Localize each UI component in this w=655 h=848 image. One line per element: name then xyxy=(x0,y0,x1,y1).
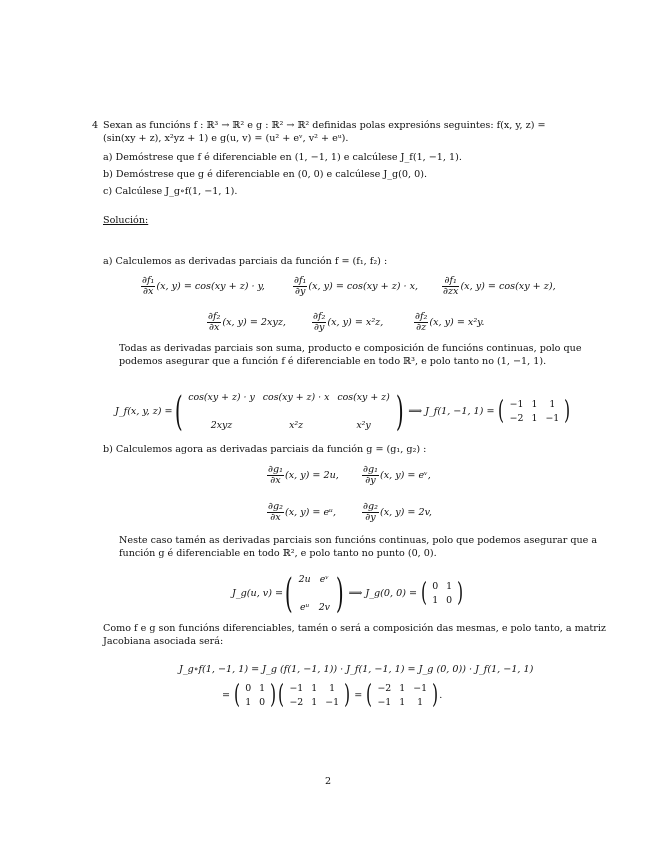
part-a-paragraph-2: podemos asegurar que a función f é diferenciable en todo ℝ³, e polo tanto no (1, −1, 1). xyxy=(119,356,547,367)
partial-g2-y: $\frac{\text{∂g₂}}{\partial y}$ (x, y) = 2v, xyxy=(363,501,432,524)
part-c-paragraph-1: Como f e g son funcións diferenciables, tamén o será a composición das mesmas, e polo tanto, a matriz xyxy=(103,623,606,634)
solution-heading: Solución: xyxy=(103,215,149,226)
part-b-paragraph-1: Neste caso tamén as derivadas parciais son funcións continuas, polo que podemos asegurar que a xyxy=(119,535,598,546)
part-a-intro: a) Calculemos as derivadas parciais da función f = (f₁, f₂) : xyxy=(103,256,388,267)
jacobian-g-matrix: 2u eᵛ eᵘ 2v xyxy=(298,573,330,613)
jacobian-f-equation xyxy=(115,388,571,436)
problem-line-2: (sin(xy + z), x²yz + 1) e g(u, v) = (u² + eᵛ, v² + eᵘ). xyxy=(103,133,349,144)
matrix-result: −2 1 −1 −1 1 1 xyxy=(377,682,428,708)
partial-g1-x: $\frac{\text{∂g₁}}{\partial x}$ (x, y) = 2u, xyxy=(268,464,339,487)
problem-part-c: c) Calcúlese J_g∘f(1, −1, 1). xyxy=(103,186,238,197)
jacobian-f-matrix: cos(xy + z) · y cos(xy + z) · x cos(xy + z) 2xyz x²z x²y xyxy=(188,391,390,431)
part-b-paragraph-2: función g é diferenciable en todo ℝ², e polo tanto no punto (0, 0). xyxy=(119,548,437,559)
matrix-jg: 0 1 1 0 xyxy=(245,682,266,708)
right-paren: ) xyxy=(457,578,464,609)
partial-g1-y: $\frac{\text{∂g₁}}{\partial y}$ (x, y) = eᵛ, xyxy=(363,464,431,487)
jacobian-g-lhs: J_g(u, v) = xyxy=(232,587,284,599)
left-paren: ( xyxy=(174,389,183,435)
jacobian-g-value-matrix: 0 1 1 0 xyxy=(432,580,453,606)
partial-f1-x: $\frac{\text{∂f₁}}{\partial x}$ (x, y) = cos(xy + z) · y, xyxy=(142,275,265,298)
partial-f2-x: $\frac{\text{∂f₂}}{\partial x}$ (x, y) = 2xyz, xyxy=(208,311,286,334)
jacobian-g-equation xyxy=(232,570,464,618)
partial-f2-z: $\frac{\text{∂f₂}}{\partial z}$ (x, y) = x²y. xyxy=(415,311,485,334)
composition-equation-line-1: J_g∘f(1, −1, 1) = J_g (f(1, −1, 1)) · J_f(1, −1, 1) = J_g (0, 0)) · J_f(1, −1, 1) xyxy=(179,664,534,675)
partial-f2-y: $\frac{\text{∂f₂}}{\partial y}$ (x, y) = x²z, xyxy=(313,311,384,334)
left-paren: ( xyxy=(498,396,505,427)
right-paren: ) xyxy=(344,680,351,711)
right-paren: ) xyxy=(432,680,439,711)
part-b-intro: b) Calculemos agora as derivadas parciais da función g = (g₁, g₂) : xyxy=(103,444,427,455)
right-paren: ) xyxy=(564,396,571,427)
partial-f1-z: $\frac{\text{∂f₁}}{\partial zx}$ (x, y) = cos(xy + z), xyxy=(443,275,556,298)
left-paren: ( xyxy=(421,578,428,609)
jacobian-f-value-matrix: −1 1 1 −2 1 −1 xyxy=(509,398,560,424)
jacobian-g-implies: ⟹ J_g(0, 0) = xyxy=(348,587,418,599)
partial-f1-y: $\frac{\text{∂f₁}}{\partial y}$ (x, y) = cos(xy + z) · x, xyxy=(294,275,419,298)
partial-g2-x: $\frac{\text{∂g₂}}{\partial x}$ (x, y) = eᵘ, xyxy=(268,501,337,524)
jacobian-f-implies: ⟹ J_f(1, −1, 1) = xyxy=(408,405,495,417)
jacobian-f-lhs: J_f(x, y, z) = xyxy=(115,405,173,417)
problem-line-1: Sexan as funcións f : ℝ³ → ℝ² e g : ℝ² → ℝ² definidas polas expresións seguintes: f(x, y, z) = xyxy=(103,120,546,131)
left-paren: ( xyxy=(366,680,373,711)
matrix-jf: −1 1 1 −2 1 −1 xyxy=(289,682,340,708)
problem-number: 4 xyxy=(92,120,99,131)
right-paren: ) xyxy=(335,571,344,617)
problem-part-b: b) Demóstrese que g é diferenciable en (0, 0) e calcúlese J_g(0, 0). xyxy=(103,169,428,180)
part-c-paragraph-2: Jacobiana asociada será: xyxy=(103,636,224,647)
right-paren: ) xyxy=(395,389,404,435)
left-paren: ( xyxy=(278,680,285,711)
composition-equation-line-2: = ( 0 1 1 0 ) ( −1 1 1 −2 1 −1 ) = ( −2 1 −1 −1 1 1 ) . xyxy=(222,680,442,712)
right-paren: ) xyxy=(270,680,277,711)
left-paren: ( xyxy=(234,680,241,711)
part-a-paragraph-1: Todas as derivadas parciais son suma, producto e composición de funcións continuas, polo que xyxy=(119,343,582,354)
page-number: 2 xyxy=(325,776,332,787)
left-paren: ( xyxy=(284,571,293,617)
problem-part-a: a) Demóstrese que f é diferenciable en (1, −1, 1) e calcúlese J_f(1, −1, 1). xyxy=(103,152,462,163)
